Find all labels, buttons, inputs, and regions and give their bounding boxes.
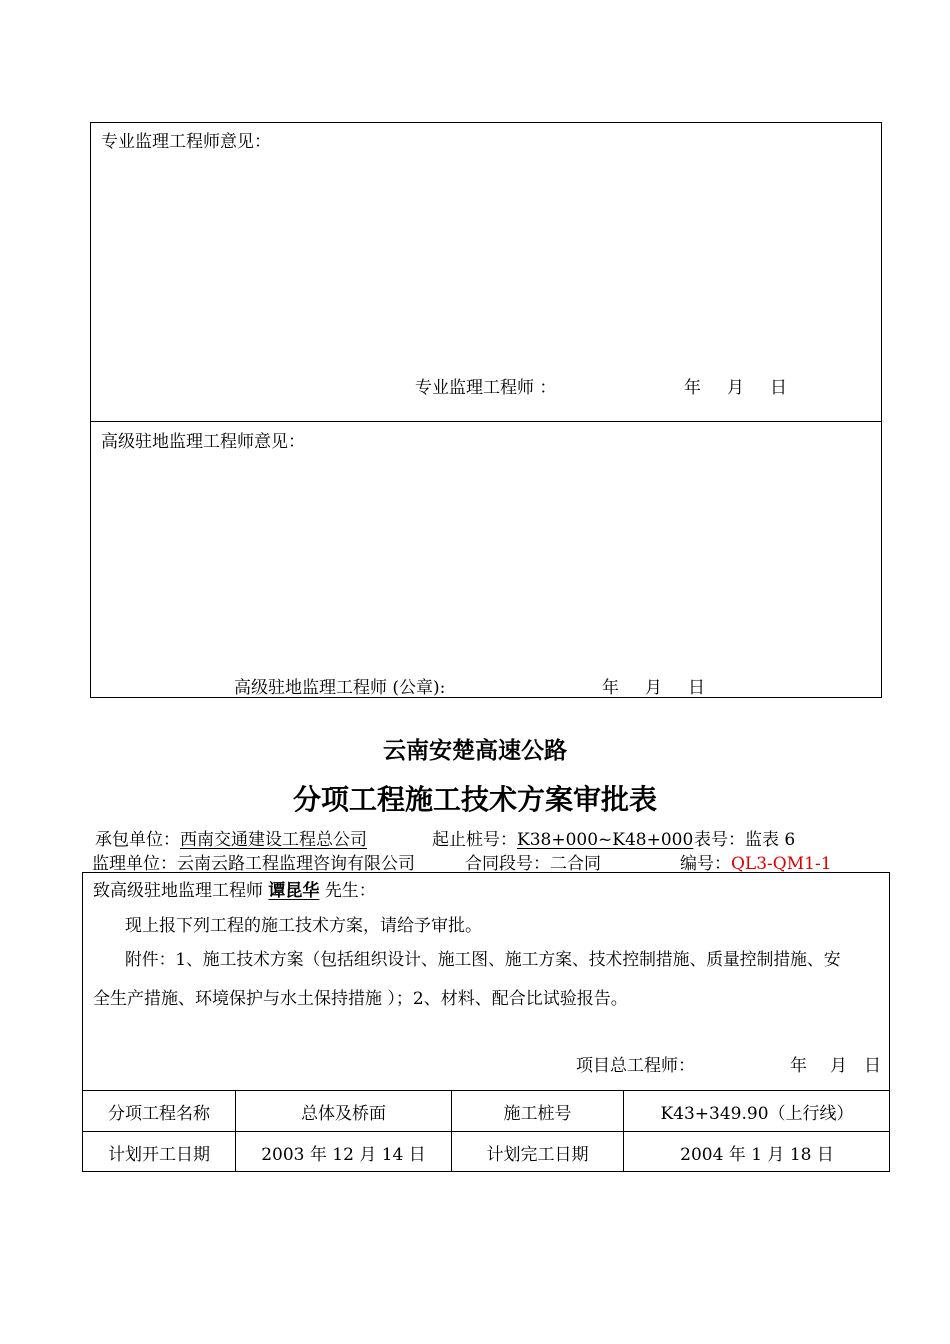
- serial-field: [680, 849, 832, 874]
- form-label: 表号：: [694, 830, 745, 850]
- form-number-field: [694, 825, 795, 850]
- info-table: [82, 1090, 890, 1172]
- salutation-suffix: 先生：: [324, 881, 376, 901]
- form-value: 监表 6: [745, 830, 796, 850]
- letter-date-year: 年: [790, 1056, 807, 1076]
- contractor-value: 西南交通建设工程总公司: [180, 830, 367, 850]
- senior-signer-label: 高级驻地监理工程师 (公章):: [234, 678, 446, 698]
- recipient-name: 谭昆华: [268, 881, 320, 901]
- table-cell: 计划开工日期: [83, 1132, 236, 1172]
- salutation-prefix: 致高级驻地监理工程师: [93, 881, 263, 901]
- contract-field: [465, 849, 601, 874]
- submission-letter: [82, 872, 890, 1091]
- station-value: K38+000~K48+000: [517, 830, 694, 850]
- specialist-date-day: 日: [770, 378, 787, 398]
- specialist-date-month: 月: [727, 378, 744, 398]
- supervisor-value: 云南云路工程监理咨询有限公司: [177, 854, 415, 874]
- serial-label: 编号：: [680, 854, 731, 874]
- table-row: [83, 1131, 889, 1172]
- table-cell: 施工桩号: [452, 1091, 624, 1131]
- contract-value: 二合同: [550, 854, 601, 874]
- table-row: [83, 1090, 889, 1131]
- table-cell: 分项工程名称: [83, 1091, 236, 1131]
- letter-body: 现上报下列工程的施工技术方案，请给予审批。: [125, 916, 482, 936]
- contractor-label: 承包单位：: [95, 830, 180, 850]
- meta-line-1: [95, 825, 367, 850]
- senior-date-month: 月: [645, 678, 662, 698]
- station-label: 起止桩号：: [432, 830, 517, 850]
- chief-engineer-label: 项目总工程师：: [576, 1056, 695, 1076]
- attachment-line-1: 附件：1、施工技术方案（包括组织设计、施工图、施工方案、技术控制措施、质量控制措施、安: [125, 949, 841, 969]
- section-divider: [91, 421, 881, 422]
- specialist-opinion-label: 专业监理工程师意见：: [101, 132, 271, 152]
- attachment-line-2: 全生产措施、环境保护与水土保持措施 ）；2、材料、配合比试验报告。: [93, 989, 628, 1009]
- meta-line-2: [92, 849, 415, 874]
- document-title: 云南安楚高速公路: [383, 737, 567, 764]
- specialist-signer-label: 专业监理工程师 ：: [415, 378, 557, 398]
- table-cell: 总体及桥面: [236, 1091, 452, 1131]
- contract-label: 合同段号：: [465, 854, 550, 874]
- specialist-date-year: 年: [684, 378, 701, 398]
- salutation: [93, 876, 376, 901]
- opinion-form: [90, 122, 882, 698]
- senior-date-day: 日: [688, 678, 705, 698]
- letter-date-month: 月: [830, 1056, 847, 1076]
- supervisor-label: 监理单位：: [92, 854, 177, 874]
- table-cell: 2003 年 12 月 14 日: [236, 1132, 452, 1172]
- table-cell: K43+349.90（上行线）: [660, 1103, 854, 1124]
- letter-date-day: 日: [864, 1056, 881, 1076]
- document-subtitle: 分项工程施工技术方案审批表: [292, 783, 657, 816]
- senior-date-year: 年: [602, 678, 619, 698]
- station-field: [432, 825, 693, 850]
- serial-value: QL3-QM1-1: [731, 854, 832, 874]
- table-cell: 计划完工日期: [452, 1132, 624, 1172]
- table-cell: 2004 年 1 月 18 日: [680, 1144, 834, 1165]
- senior-opinion-label: 高级驻地监理工程师意见：: [101, 432, 305, 452]
